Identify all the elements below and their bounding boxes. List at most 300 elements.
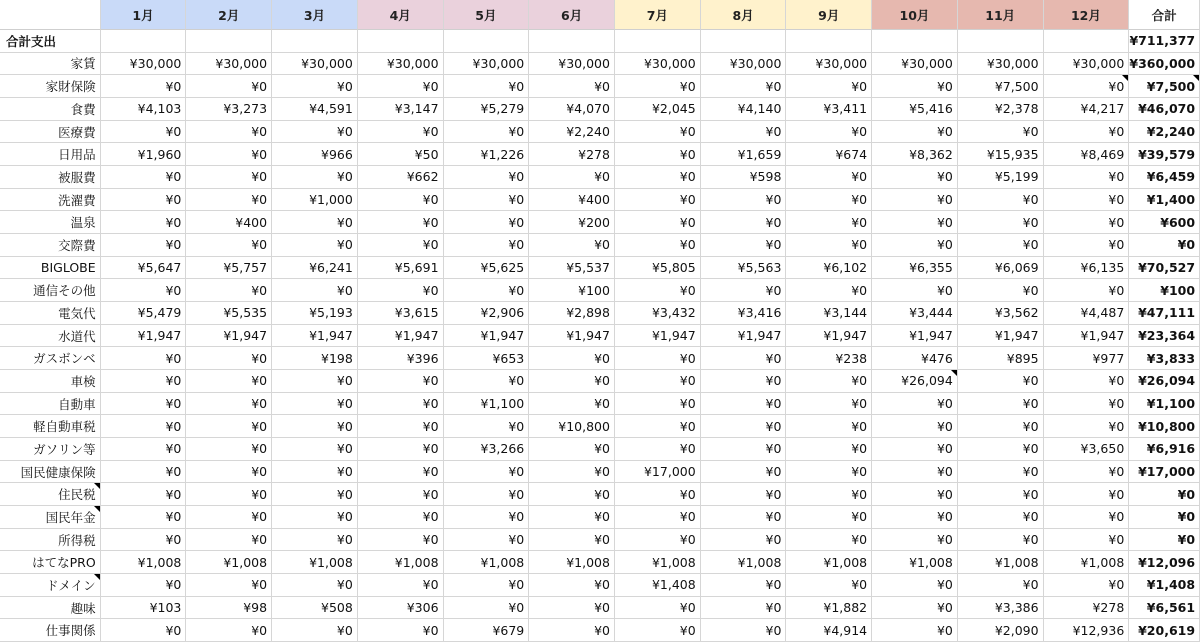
month-value-cell[interactable]: ¥1,947 [786,325,872,348]
month-value-cell[interactable]: ¥1,008 [786,551,872,574]
summary-month-cell[interactable] [358,30,444,53]
month-value-cell[interactable]: ¥98 [186,597,272,620]
month-value-cell[interactable]: ¥0 [186,574,272,597]
month-value-cell[interactable]: ¥0 [186,347,272,370]
month-value-cell[interactable]: ¥1,008 [701,551,787,574]
month-value-cell[interactable]: ¥1,008 [101,551,187,574]
month-value-cell[interactable]: ¥30,000 [529,53,615,76]
month-value-cell[interactable]: ¥0 [701,461,787,484]
month-value-cell[interactable]: ¥0 [272,438,358,461]
summary-month-cell[interactable] [272,30,358,53]
row-total-cell[interactable]: ¥7,500 [1129,75,1200,98]
month-value-cell[interactable]: ¥0 [701,574,787,597]
month-value-cell[interactable]: ¥30,000 [958,53,1044,76]
month-value-cell[interactable]: ¥0 [615,506,701,529]
month-value-cell[interactable]: ¥0 [186,279,272,302]
row-total-cell[interactable]: ¥39,579 [1129,143,1200,166]
month-value-cell[interactable]: ¥0 [272,483,358,506]
row-total-cell[interactable]: ¥6,459 [1129,166,1200,189]
month-value-cell[interactable]: ¥0 [615,121,701,144]
month-value-cell[interactable]: ¥30,000 [444,53,530,76]
month-value-cell[interactable]: ¥0 [272,461,358,484]
month-value-cell[interactable]: ¥0 [958,506,1044,529]
month-value-cell[interactable]: ¥0 [444,574,530,597]
total-header[interactable]: 合計 [1129,0,1200,30]
month-value-cell[interactable]: ¥0 [272,75,358,98]
month-value-cell[interactable]: ¥0 [358,75,444,98]
month-value-cell[interactable]: ¥1,408 [615,574,701,597]
month-header-5[interactable]: 5月 [444,0,530,30]
summary-month-cell[interactable] [872,30,958,53]
month-value-cell[interactable]: ¥0 [101,166,187,189]
row-total-cell[interactable]: ¥26,094 [1129,370,1200,393]
category-label[interactable]: 車検 [0,370,101,393]
month-value-cell[interactable]: ¥1,947 [701,325,787,348]
month-header-10[interactable]: 10月 [872,0,958,30]
month-value-cell[interactable]: ¥0 [358,574,444,597]
month-value-cell[interactable]: ¥0 [358,438,444,461]
month-value-cell[interactable]: ¥1,947 [872,325,958,348]
month-value-cell[interactable]: ¥0 [701,189,787,212]
month-value-cell[interactable]: ¥3,266 [444,438,530,461]
month-value-cell[interactable]: ¥0 [872,189,958,212]
month-value-cell[interactable]: ¥0 [186,529,272,552]
month-value-cell[interactable]: ¥0 [529,393,615,416]
month-value-cell[interactable]: ¥3,444 [872,302,958,325]
month-value-cell[interactable]: ¥5,193 [272,302,358,325]
month-value-cell[interactable]: ¥0 [701,415,787,438]
month-header-8[interactable]: 8月 [701,0,787,30]
month-value-cell[interactable]: ¥0 [1044,211,1130,234]
row-total-cell[interactable]: ¥3,833 [1129,347,1200,370]
month-value-cell[interactable]: ¥0 [444,461,530,484]
month-value-cell[interactable]: ¥0 [186,415,272,438]
month-value-cell[interactable]: ¥0 [872,438,958,461]
month-value-cell[interactable]: ¥0 [1044,75,1130,98]
month-value-cell[interactable]: ¥0 [786,529,872,552]
summary-month-cell[interactable] [444,30,530,53]
month-value-cell[interactable]: ¥0 [786,438,872,461]
month-value-cell[interactable]: ¥0 [615,143,701,166]
month-header-4[interactable]: 4月 [358,0,444,30]
category-label[interactable]: 通信その他 [0,279,101,302]
month-value-cell[interactable]: ¥3,147 [358,98,444,121]
month-value-cell[interactable]: ¥1,947 [444,325,530,348]
month-value-cell[interactable]: ¥0 [786,574,872,597]
month-value-cell[interactable]: ¥0 [872,483,958,506]
month-value-cell[interactable]: ¥30,000 [272,53,358,76]
month-value-cell[interactable]: ¥0 [101,461,187,484]
month-value-cell[interactable]: ¥0 [958,211,1044,234]
month-value-cell[interactable]: ¥100 [529,279,615,302]
month-value-cell[interactable]: ¥0 [615,75,701,98]
month-value-cell[interactable]: ¥0 [358,189,444,212]
category-label[interactable]: 国民年金 [0,506,101,529]
month-value-cell[interactable]: ¥0 [358,483,444,506]
month-value-cell[interactable]: ¥0 [186,619,272,642]
month-value-cell[interactable]: ¥0 [529,506,615,529]
month-value-cell[interactable]: ¥30,000 [186,53,272,76]
month-value-cell[interactable]: ¥2,045 [615,98,701,121]
month-value-cell[interactable]: ¥1,947 [615,325,701,348]
category-label[interactable]: 水道代 [0,325,101,348]
month-value-cell[interactable]: ¥5,535 [186,302,272,325]
month-value-cell[interactable]: ¥200 [529,211,615,234]
month-value-cell[interactable]: ¥0 [529,166,615,189]
month-value-cell[interactable]: ¥0 [1044,189,1130,212]
month-value-cell[interactable]: ¥1,008 [615,551,701,574]
month-value-cell[interactable]: ¥3,615 [358,302,444,325]
month-value-cell[interactable]: ¥0 [358,370,444,393]
month-value-cell[interactable]: ¥1,100 [444,393,530,416]
month-value-cell[interactable]: ¥0 [272,529,358,552]
month-value-cell[interactable]: ¥0 [958,370,1044,393]
month-value-cell[interactable]: ¥0 [958,279,1044,302]
month-value-cell[interactable]: ¥0 [529,347,615,370]
month-value-cell[interactable]: ¥0 [786,506,872,529]
month-value-cell[interactable]: ¥0 [529,461,615,484]
month-value-cell[interactable]: ¥0 [101,393,187,416]
month-value-cell[interactable]: ¥6,355 [872,257,958,280]
month-value-cell[interactable]: ¥0 [615,393,701,416]
month-value-cell[interactable]: ¥0 [786,461,872,484]
month-value-cell[interactable]: ¥0 [615,415,701,438]
category-label[interactable]: はてなPRO [0,551,101,574]
month-value-cell[interactable]: ¥0 [358,506,444,529]
month-value-cell[interactable]: ¥12,936 [1044,619,1130,642]
month-header-9[interactable]: 9月 [786,0,872,30]
row-total-cell[interactable]: ¥0 [1129,529,1200,552]
month-value-cell[interactable]: ¥0 [786,483,872,506]
month-value-cell[interactable]: ¥0 [101,438,187,461]
month-value-cell[interactable]: ¥0 [444,370,530,393]
month-value-cell[interactable]: ¥0 [529,597,615,620]
month-value-cell[interactable]: ¥3,562 [958,302,1044,325]
month-value-cell[interactable]: ¥0 [701,279,787,302]
category-label[interactable]: ドメイン [0,574,101,597]
month-value-cell[interactable]: ¥0 [872,279,958,302]
month-value-cell[interactable]: ¥5,416 [872,98,958,121]
month-value-cell[interactable]: ¥0 [444,529,530,552]
month-value-cell[interactable]: ¥508 [272,597,358,620]
month-value-cell[interactable]: ¥0 [701,75,787,98]
category-label[interactable]: BIGLOBE [0,257,101,280]
month-value-cell[interactable]: ¥0 [444,279,530,302]
month-value-cell[interactable]: ¥1,008 [272,551,358,574]
month-value-cell[interactable]: ¥0 [444,211,530,234]
month-value-cell[interactable]: ¥0 [358,211,444,234]
month-value-cell[interactable]: ¥0 [529,370,615,393]
month-value-cell[interactable]: ¥306 [358,597,444,620]
category-label[interactable]: 家財保険 [0,75,101,98]
month-value-cell[interactable]: ¥6,069 [958,257,1044,280]
month-value-cell[interactable]: ¥0 [1044,574,1130,597]
month-value-cell[interactable]: ¥0 [958,121,1044,144]
month-value-cell[interactable]: ¥2,898 [529,302,615,325]
month-value-cell[interactable]: ¥0 [1044,529,1130,552]
month-value-cell[interactable]: ¥1,226 [444,143,530,166]
month-value-cell[interactable]: ¥0 [101,370,187,393]
month-value-cell[interactable]: ¥0 [701,483,787,506]
month-value-cell[interactable]: ¥0 [615,189,701,212]
month-value-cell[interactable]: ¥0 [529,574,615,597]
month-value-cell[interactable]: ¥103 [101,597,187,620]
month-value-cell[interactable]: ¥3,432 [615,302,701,325]
month-value-cell[interactable]: ¥0 [272,121,358,144]
row-total-cell[interactable]: ¥12,096 [1129,551,1200,574]
month-value-cell[interactable]: ¥0 [529,75,615,98]
category-label[interactable]: 自動車 [0,393,101,416]
month-value-cell[interactable]: ¥966 [272,143,358,166]
month-value-cell[interactable]: ¥1,008 [444,551,530,574]
month-value-cell[interactable]: ¥0 [272,211,358,234]
category-label[interactable]: 電気代 [0,302,101,325]
month-value-cell[interactable]: ¥26,094 [872,370,958,393]
month-value-cell[interactable]: ¥1,947 [272,325,358,348]
month-value-cell[interactable]: ¥4,070 [529,98,615,121]
month-value-cell[interactable]: ¥0 [101,75,187,98]
month-value-cell[interactable]: ¥0 [872,574,958,597]
month-value-cell[interactable]: ¥0 [786,166,872,189]
month-value-cell[interactable]: ¥0 [958,393,1044,416]
month-value-cell[interactable]: ¥8,469 [1044,143,1130,166]
row-total-cell[interactable]: ¥1,408 [1129,574,1200,597]
month-value-cell[interactable]: ¥0 [958,189,1044,212]
month-value-cell[interactable]: ¥0 [358,619,444,642]
month-value-cell[interactable]: ¥0 [444,75,530,98]
month-value-cell[interactable]: ¥0 [101,619,187,642]
month-value-cell[interactable]: ¥0 [1044,415,1130,438]
month-value-cell[interactable]: ¥0 [101,347,187,370]
summary-month-cell[interactable] [701,30,787,53]
month-value-cell[interactable]: ¥0 [529,438,615,461]
month-value-cell[interactable]: ¥30,000 [615,53,701,76]
month-value-cell[interactable]: ¥400 [186,211,272,234]
row-total-cell[interactable]: ¥100 [1129,279,1200,302]
month-value-cell[interactable]: ¥0 [615,279,701,302]
row-total-cell[interactable]: ¥17,000 [1129,461,1200,484]
month-value-cell[interactable]: ¥2,378 [958,98,1044,121]
month-value-cell[interactable]: ¥0 [701,370,787,393]
month-value-cell[interactable]: ¥0 [701,619,787,642]
month-value-cell[interactable]: ¥0 [101,415,187,438]
month-value-cell[interactable]: ¥679 [444,619,530,642]
month-value-cell[interactable]: ¥0 [444,506,530,529]
category-label[interactable]: 医療費 [0,121,101,144]
month-value-cell[interactable]: ¥0 [872,415,958,438]
month-value-cell[interactable]: ¥0 [186,370,272,393]
month-value-cell[interactable]: ¥0 [186,506,272,529]
month-value-cell[interactable]: ¥0 [358,279,444,302]
month-value-cell[interactable]: ¥0 [101,574,187,597]
month-value-cell[interactable]: ¥0 [701,393,787,416]
month-value-cell[interactable]: ¥2,240 [529,121,615,144]
row-total-cell[interactable]: ¥2,240 [1129,121,1200,144]
month-value-cell[interactable]: ¥278 [1044,597,1130,620]
month-value-cell[interactable]: ¥0 [186,166,272,189]
month-value-cell[interactable]: ¥0 [358,529,444,552]
month-value-cell[interactable]: ¥0 [1044,234,1130,257]
summary-month-cell[interactable] [786,30,872,53]
month-value-cell[interactable]: ¥30,000 [101,53,187,76]
month-value-cell[interactable]: ¥0 [272,506,358,529]
month-value-cell[interactable]: ¥30,000 [358,53,444,76]
month-value-cell[interactable]: ¥5,805 [615,257,701,280]
category-label[interactable]: 洗濯費 [0,189,101,212]
month-value-cell[interactable]: ¥1,000 [272,189,358,212]
month-value-cell[interactable]: ¥4,103 [101,98,187,121]
month-value-cell[interactable]: ¥0 [1044,279,1130,302]
month-value-cell[interactable]: ¥400 [529,189,615,212]
month-value-cell[interactable]: ¥4,217 [1044,98,1130,121]
month-value-cell[interactable]: ¥0 [958,415,1044,438]
month-value-cell[interactable]: ¥0 [872,461,958,484]
month-value-cell[interactable]: ¥4,140 [701,98,787,121]
month-value-cell[interactable]: ¥0 [615,438,701,461]
month-value-cell[interactable]: ¥0 [701,529,787,552]
category-label[interactable]: 交際費 [0,234,101,257]
month-value-cell[interactable]: ¥653 [444,347,530,370]
summary-month-cell[interactable] [186,30,272,53]
category-label[interactable]: 仕事関係 [0,619,101,642]
month-value-cell[interactable]: ¥238 [786,347,872,370]
month-value-cell[interactable]: ¥0 [615,211,701,234]
row-total-cell[interactable]: ¥70,527 [1129,257,1200,280]
month-value-cell[interactable]: ¥5,279 [444,98,530,121]
month-value-cell[interactable]: ¥0 [186,461,272,484]
month-value-cell[interactable]: ¥0 [786,370,872,393]
month-value-cell[interactable]: ¥5,563 [701,257,787,280]
month-value-cell[interactable]: ¥1,659 [701,143,787,166]
month-value-cell[interactable]: ¥0 [529,483,615,506]
category-label[interactable]: ガソリン等 [0,438,101,461]
month-value-cell[interactable]: ¥674 [786,143,872,166]
month-value-cell[interactable]: ¥0 [701,121,787,144]
month-value-cell[interactable]: ¥0 [615,347,701,370]
category-label[interactable]: 家賃 [0,53,101,76]
month-value-cell[interactable]: ¥0 [186,393,272,416]
row-total-cell[interactable]: ¥600 [1129,211,1200,234]
month-header-11[interactable]: 11月 [958,0,1044,30]
month-value-cell[interactable]: ¥0 [444,189,530,212]
corner-cell[interactable] [0,0,101,30]
month-value-cell[interactable]: ¥0 [272,166,358,189]
month-value-cell[interactable]: ¥0 [786,211,872,234]
month-value-cell[interactable]: ¥0 [272,619,358,642]
month-value-cell[interactable]: ¥0 [101,529,187,552]
month-value-cell[interactable]: ¥4,591 [272,98,358,121]
month-value-cell[interactable]: ¥0 [1044,506,1130,529]
month-value-cell[interactable]: ¥5,199 [958,166,1044,189]
month-value-cell[interactable]: ¥895 [958,347,1044,370]
month-value-cell[interactable]: ¥0 [872,619,958,642]
month-header-12[interactable]: 12月 [1044,0,1130,30]
month-value-cell[interactable]: ¥1,008 [358,551,444,574]
month-header-6[interactable]: 6月 [529,0,615,30]
month-value-cell[interactable]: ¥1,008 [958,551,1044,574]
summary-month-cell[interactable] [101,30,187,53]
month-value-cell[interactable]: ¥0 [272,574,358,597]
month-value-cell[interactable]: ¥30,000 [872,53,958,76]
row-total-cell[interactable]: ¥1,400 [1129,189,1200,212]
row-total-cell[interactable]: ¥6,916 [1129,438,1200,461]
month-value-cell[interactable]: ¥0 [186,143,272,166]
month-value-cell[interactable]: ¥1,960 [101,143,187,166]
month-value-cell[interactable]: ¥0 [615,234,701,257]
month-value-cell[interactable]: ¥3,386 [958,597,1044,620]
category-label[interactable]: 軽自動車税 [0,415,101,438]
month-value-cell[interactable]: ¥0 [529,529,615,552]
month-value-cell[interactable]: ¥0 [101,279,187,302]
month-value-cell[interactable]: ¥0 [786,234,872,257]
row-total-cell[interactable]: ¥0 [1129,483,1200,506]
month-value-cell[interactable]: ¥4,914 [786,619,872,642]
month-value-cell[interactable]: ¥0 [872,597,958,620]
summary-month-cell[interactable] [1044,30,1130,53]
month-value-cell[interactable]: ¥0 [444,234,530,257]
month-value-cell[interactable]: ¥1,947 [101,325,187,348]
month-value-cell[interactable]: ¥0 [272,234,358,257]
month-value-cell[interactable]: ¥1,882 [786,597,872,620]
month-value-cell[interactable]: ¥5,691 [358,257,444,280]
month-value-cell[interactable]: ¥0 [1044,483,1130,506]
month-value-cell[interactable]: ¥0 [701,347,787,370]
month-value-cell[interactable]: ¥5,647 [101,257,187,280]
month-value-cell[interactable]: ¥0 [272,393,358,416]
month-value-cell[interactable]: ¥1,008 [186,551,272,574]
month-value-cell[interactable]: ¥0 [444,121,530,144]
summary-month-cell[interactable] [615,30,701,53]
month-value-cell[interactable]: ¥1,947 [529,325,615,348]
month-value-cell[interactable]: ¥3,650 [1044,438,1130,461]
month-value-cell[interactable]: ¥1,947 [358,325,444,348]
month-value-cell[interactable]: ¥0 [701,234,787,257]
month-value-cell[interactable]: ¥5,537 [529,257,615,280]
month-value-cell[interactable]: ¥4,487 [1044,302,1130,325]
month-value-cell[interactable]: ¥0 [272,279,358,302]
month-value-cell[interactable]: ¥0 [444,483,530,506]
category-label[interactable]: 所得税 [0,529,101,552]
month-value-cell[interactable]: ¥6,102 [786,257,872,280]
category-label[interactable]: 食費 [0,98,101,121]
month-value-cell[interactable]: ¥0 [1044,393,1130,416]
month-value-cell[interactable]: ¥8,362 [872,143,958,166]
month-value-cell[interactable]: ¥0 [872,393,958,416]
month-value-cell[interactable]: ¥0 [358,461,444,484]
month-value-cell[interactable]: ¥30,000 [1044,53,1130,76]
month-value-cell[interactable]: ¥1,008 [1044,551,1130,574]
month-value-cell[interactable]: ¥30,000 [786,53,872,76]
month-value-cell[interactable]: ¥0 [272,415,358,438]
month-value-cell[interactable]: ¥0 [958,461,1044,484]
month-value-cell[interactable]: ¥0 [958,529,1044,552]
month-value-cell[interactable]: ¥0 [701,506,787,529]
month-value-cell[interactable]: ¥0 [615,370,701,393]
month-value-cell[interactable]: ¥7,500 [958,75,1044,98]
month-value-cell[interactable]: ¥0 [958,438,1044,461]
month-value-cell[interactable]: ¥0 [872,121,958,144]
row-total-cell[interactable]: ¥360,000 [1129,53,1200,76]
month-value-cell[interactable]: ¥0 [444,166,530,189]
month-value-cell[interactable]: ¥5,757 [186,257,272,280]
month-value-cell[interactable]: ¥0 [615,166,701,189]
month-value-cell[interactable]: ¥0 [1044,370,1130,393]
month-value-cell[interactable]: ¥1,008 [872,551,958,574]
month-value-cell[interactable]: ¥0 [1044,461,1130,484]
month-value-cell[interactable]: ¥0 [529,619,615,642]
row-total-cell[interactable]: ¥23,364 [1129,325,1200,348]
month-value-cell[interactable]: ¥50 [358,143,444,166]
